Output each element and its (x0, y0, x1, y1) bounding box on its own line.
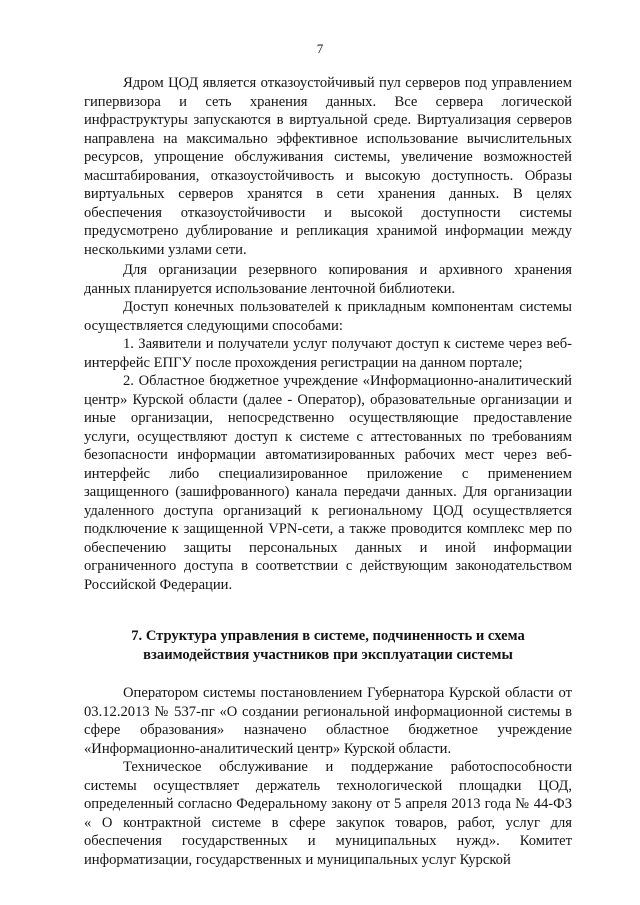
document-body (84, 74, 572, 869)
list-item-applicants: 1. Заявители и получатели услуг получают доступ к системе через веб-интерфейс ЕПГУ после прохождения регистрации на данном портале; (84, 336, 572, 371)
paragraph-maintenance: Техническое обслуживание и поддержание работоспособности системы осуществляет держатель технологической площадки ЦОД, определенный согласно Федеральному закону от 5 апреля 2013 года № 44-ФЗ « О контрактной системе в сфере закупок товаров, работ, услуг для обеспечения государственных и муниципальных нужд». Комитет информатизации, государственных и муниципальных услуг Курской (84, 759, 572, 868)
section-heading-line-2: взаимодействия участников при эксплуатации системы (143, 646, 513, 663)
paragraph-backup: Для организации резервного копирования и архивного хранения данных планируется использование ленточной библиотеки. (84, 262, 572, 297)
paragraph-data-center-core: Ядром ЦОД является отказоустойчивый пул серверов под управлением гипервизора и сеть хранения данных. Все сервера логической инфраструктуры запускаются в виртуальной среде. Виртуализация серверов направлена на максимально эффективное использование вычислительных ресурсов, упрощение обслуживания системы, увеличение возможностей масштабирования, отказоустойчивость и высокую доступность. Образы виртуальных серверов хранятся в сети хранения данных. В целях обеспечения отказоустойчивости и высокой доступности системы предусмотрено дублирование и репликация хранимой информации между несколькими узлами сети. (84, 75, 572, 258)
page-number: 7 (316, 41, 324, 56)
paragraph-operator-decree: Оператором системы постановлением Губернатора Курской области от 03.12.2013 № 537-пг «О создании региональной информационной системы в сфере образования» назначено областное бюджетное учреждение «Информационно-аналитический центр» Курской области. (84, 685, 572, 757)
section-heading-line-1: 7. Структура управления в системе, подчиненность и схема (131, 628, 525, 644)
list-item-operator: 2. Областное бюджетное учреждение «Информационно-аналитический центр» Курской области (далее - Оператор), образовательные организации и иные организации, непосредственно осуществляющие предоставление услуги, осуществляют доступ к системе с аттестованных по требованиям безопасности информации автоматизированных рабочих мест через веб-интерфейс либо специализированное приложение с применением защищенного (зашифрованного) канала передачи данных. Для организации удаленного доступа организаций к региональному ЦОД осуществляется подключение к защищенной VPN-сети, а также проводится комплекс мер по обеспечению защиты персональных данных и иной информации ограниченного доступа в соответствии с действующим законодательством Российской Федерации. (84, 373, 572, 593)
paragraph-access-intro: Доступ конечных пользователей к прикладным компонентам системы осуществляется следующими способами: (84, 299, 572, 334)
section-heading (84, 627, 572, 664)
